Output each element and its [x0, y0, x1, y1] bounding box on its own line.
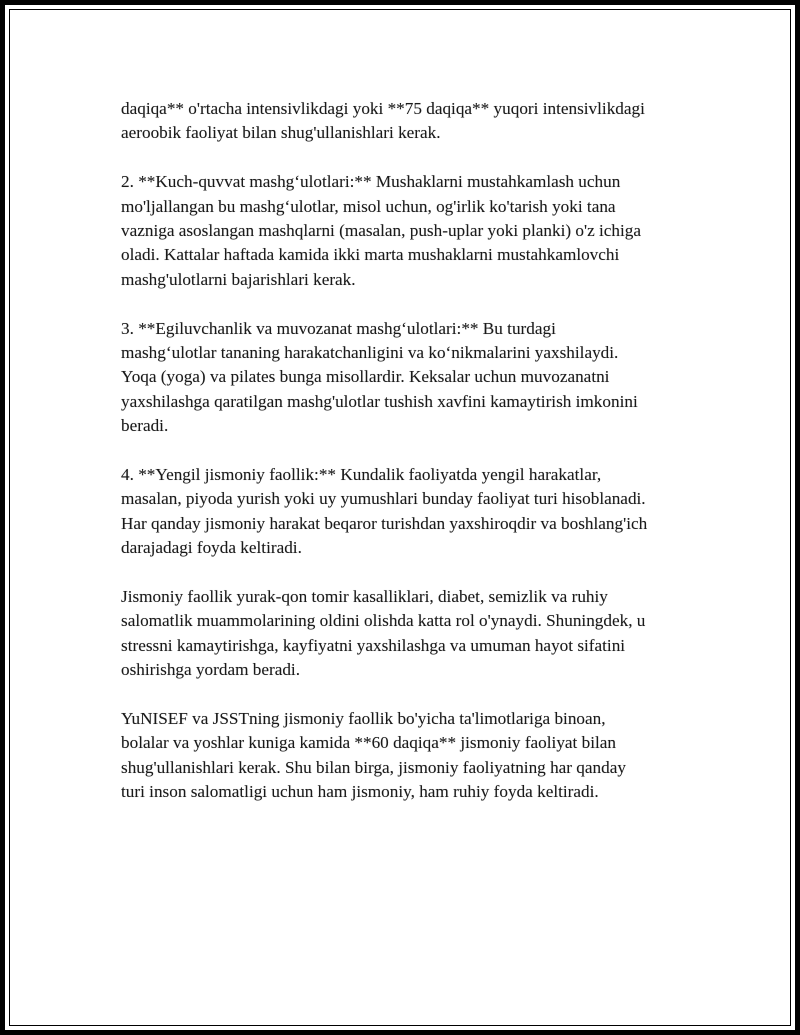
text-line: yaxshilashga qaratilgan mashg'ulotlar tushish xavfini kamaytirish imkonini — [121, 391, 638, 411]
text-line: shug'ullanishlari kerak. Shu bilan birga, jismoniy faoliyatning har qanday — [121, 757, 626, 777]
text-line: vazniga asoslangan mashqlarni (masalan, push-uplar yoki planki) o'z ichiga — [121, 221, 641, 241]
text-line: masalan, piyoda yurish yoki uy yumushlari bunday faoliyat turi hisoblanadi. — [121, 489, 646, 509]
text-line: mashg'ulotlarni bajarishlari kerak. — [121, 269, 356, 289]
document-body — [121, 97, 701, 829]
text-line: mashg‘ulotlar tananing harakatchanligini va ko‘nikmalarini yaxshilaydi. — [121, 343, 619, 363]
paragraph-light-activity — [121, 463, 701, 561]
text-line: mo'ljallangan bu mashg‘ulotlar, misol uchun, og'irlik ko'tarish yoki tana — [121, 196, 616, 216]
text-line: darajadagi foyda keltiradi. — [121, 538, 302, 558]
text-line: salomatlik muammolarining oldini olishda katta rol o'ynaydi. Shuningdek, u — [121, 611, 646, 631]
text-line: 3. **Egiluvchanlik va muvozanat mashg‘ulotlari:** Bu turdagi — [121, 318, 556, 338]
text-line: Har qanday jismoniy harakat beqaror turishdan yaxshiroqdir va boshlang'ich — [121, 513, 648, 533]
text-line: oladi. Kattalar haftada kamida ikki marta mushaklarni mustahkamlovchi — [121, 245, 620, 265]
paragraph-flexibility-balance — [121, 317, 701, 439]
text-line: Jismoniy faollik yurak-qon tomir kasalliklari, diabet, semizlik va ruhiy — [121, 587, 608, 607]
text-line: YuNISEF va JSSTning jismoniy faollik bo'yicha ta'limotlariga binoan, — [121, 709, 606, 729]
text-line: bolalar va yoshlar kuniga kamida **60 daqiqa** jismoniy faoliyat bilan — [121, 733, 616, 753]
paragraph-health-benefits — [121, 585, 701, 683]
text-line: turi inson salomatligi uchun ham jismoniy, ham ruhiy foyda keltiradi. — [121, 782, 599, 802]
paragraph-unicef-who — [121, 707, 701, 805]
paragraph-aerobic-continuation — [121, 97, 701, 146]
text-line: 4. **Yengil jismoniy faollik:** Kundalik faoliyatda yengil harakatlar, — [121, 465, 602, 485]
paragraph-strength-training — [121, 170, 701, 292]
text-line: aeroobik faoliyat bilan shug'ullanishlari kerak. — [121, 123, 441, 143]
text-line: Yoqa (yoga) va pilates bunga misollardir. Keksalar uchun muvozanatni — [121, 367, 610, 387]
text-line: oshirishga yordam beradi. — [121, 660, 300, 680]
text-line: stressni kamaytirishga, kayfiyatni yaxshilashga va umuman hayot sifatini — [121, 635, 626, 655]
text-line: beradi. — [121, 416, 169, 436]
text-line: daqiqa** o'rtacha intensivlikdagi yoki **75 daqiqa** yuqori intensivlikdagi — [121, 99, 645, 118]
text-line: 2. **Kuch-quvvat mashg‘ulotlari:** Mushaklarni mustahkamlash uchun — [121, 172, 621, 192]
